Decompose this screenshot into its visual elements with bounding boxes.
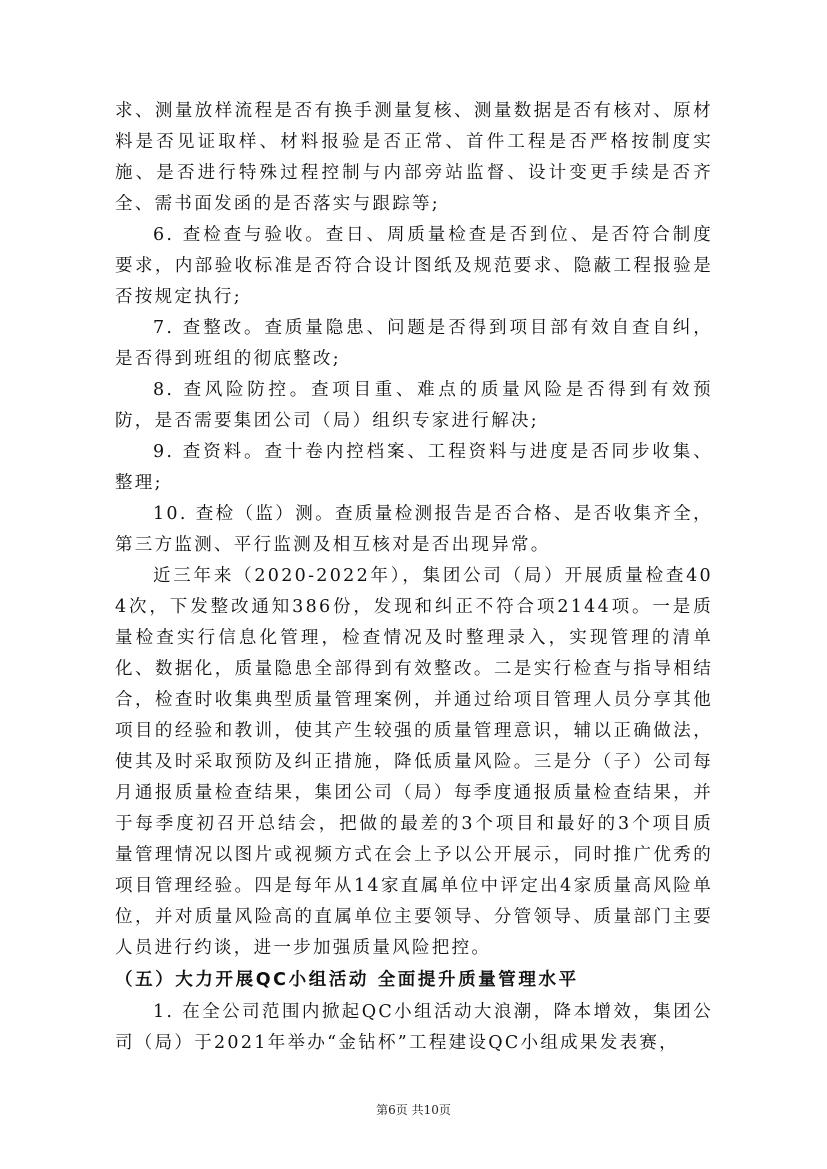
paragraph-item-10: 10. 查检（监）测。查质量检测报告是否合格、是否收集齐全，第三方监测、平行监测及相互核对是否出现异常。	[115, 504, 713, 555]
paragraph-item-8: 8. 查风险防控。查项目重、难点的质量风险是否得到有效预防，是否需要集团公司（局）组织专家进行解决;	[115, 380, 713, 431]
paragraph-continuation: 求、测量放样流程是否有换手测量复核、测量数据是否有核对、原材料是否见证取样、材料报验是否正常、首件工程是否严格按制度实施、是否进行特殊过程控制与内部旁站监督、设计变更手续是否齐全、需书面发函的是否落实与跟踪等;	[115, 101, 713, 214]
paragraph-summary: 近三年来（2020-2022年），集团公司（局）开展质量检查404次，下发整改通知386份，发现和纠正不符合项2144项。一是质量检查实行信息化管理，检查情况及时整理录入，实现管理的清单化、数据化，质量隐患全部得到有效整改。二是实行检查与指导相结合，检查时收集典型质量管理案例，并通过给项目管理人员分享其他项目的经验和教训，使其产生较强的质量管理意识，辅以正确做法，使其及时采取预防及纠正措施，降低质量风险。三是分（子）公司每月通报质量检查结果，集团公司（局）每季度通报质量检查结果，并于每季度初召开总结会，把做的最差的3个项目和最好的3个项目质量管理情况以图片或视频方式在会上予以公开展示，同时推广优秀的项目管理经验。四是每年从14家直属单位中评定出4家质量高风险单位，并对质量风险高的直属单位主要领导、分管领导、质量部门主要人员进行约谈，进一步加强质量风险把控。	[115, 566, 713, 958]
section-heading: （五）大力开展QC小组活动 全面提升质量管理水平	[115, 970, 579, 990]
page-number-footer: 第6页 共10页	[376, 1103, 451, 1117]
paragraph-qc-item-1: 1. 在全公司范围内掀起QC小组活动大浪潮，降本增效，集团公司（局）于2021年举办“金钻杯”工程建设QC小组成果发表赛，	[115, 1002, 713, 1053]
document-body	[115, 96, 713, 1059]
paragraph-item-9: 9. 查资料。查十卷内控档案、工程资料与进度是否同步收集、整理;	[115, 442, 713, 493]
paragraph-item-6: 6. 查检查与验收。查日、周质量检查是否到位、是否符合制度要求，内部验收标准是否符合设计图纸及规范要求、隐蔽工程报验是否按规定执行;	[115, 225, 713, 307]
paragraph-item-7: 7. 查整改。查质量隐患、问题是否得到项目部有效自查自纠，是否得到班组的彻底整改;	[115, 318, 713, 369]
